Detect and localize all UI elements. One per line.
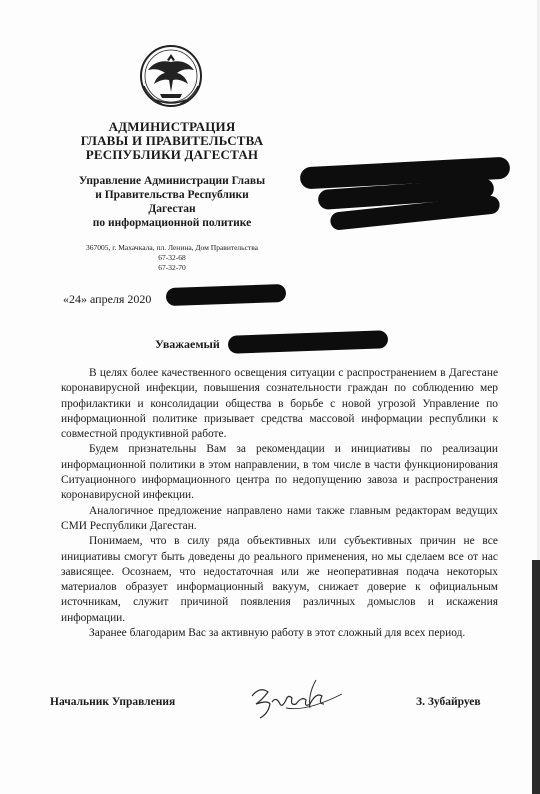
signatory-name: З. Зубайруев xyxy=(416,696,481,708)
dagestan-coat-of-arms-icon xyxy=(136,40,206,114)
phone-line: 67-32-68 xyxy=(158,253,186,262)
letter-date: «24» апреля 2020 xyxy=(63,292,152,306)
org-line: АДМИНИСТРАЦИЯ xyxy=(108,119,236,134)
paragraph: Заранее благодарим Вас за активную работу в этот сложный для всех период. xyxy=(89,627,466,640)
redaction-mark xyxy=(166,284,287,306)
handwritten-signature xyxy=(246,674,348,724)
dept-line: по информационной политике xyxy=(92,217,252,229)
org-line: РЕСПУБЛИКИ ДАГЕСТАН xyxy=(85,147,259,162)
phone-line: 67-32-70 xyxy=(158,263,186,272)
paragraph: В целях более качественного освещения ситуации с распространением в Дагестане коронавирусной инфекции, повышения сознательности граждан по соблюдению мер профилактики и консолидации общества в борьбе с новой угрозой Управление по информационной политике призывает средства массовой информации республики к совместной продуктивной работе. xyxy=(61,367,498,441)
address-block xyxy=(60,243,284,273)
page-edge xyxy=(532,560,540,794)
paragraph: Будем признательны Вам за рекомендации и инициативы по реализации информационной политики в этом направлении, в том числе в части функционирования Ситуационного информационного центра по недопущению завоза и распространения коронавирусной инфекции. xyxy=(61,443,498,502)
greeting: Уважаемый xyxy=(155,337,220,351)
letter-body xyxy=(61,366,498,641)
paragraph: Аналогичное предложение направлено нами также главным редакторам ведущих СМИ Республики Дагестан. xyxy=(61,504,498,532)
dept-line: и Правительства Республики xyxy=(95,189,249,201)
organization-title xyxy=(50,120,294,162)
dept-line: Дагестан xyxy=(148,203,196,215)
org-line: ГЛАВЫ И ПРАВИТЕЛЬСТВА xyxy=(80,133,264,148)
paragraph: Понимаем, что в силу ряда объективных или субъективных причин не все инициативы смогут быть доведены до реального применения, но мы сделаем все от нас зависящее. Осознаем, что недостаточная или же неоперативная подача некоторых материалов образует информационный вакуум, снижает доверие к официальным источникам, служит причиной появления различных домыслов и искажения информации. xyxy=(61,535,498,624)
department-title xyxy=(50,174,294,230)
signatory-position: Начальник Управления xyxy=(50,696,176,708)
dept-line: Управление Администрации Главы xyxy=(78,175,266,187)
address-line: 367005, г. Махачкала, пл. Ленина, Дом Правительства xyxy=(86,243,258,252)
redaction-mark xyxy=(228,330,389,354)
